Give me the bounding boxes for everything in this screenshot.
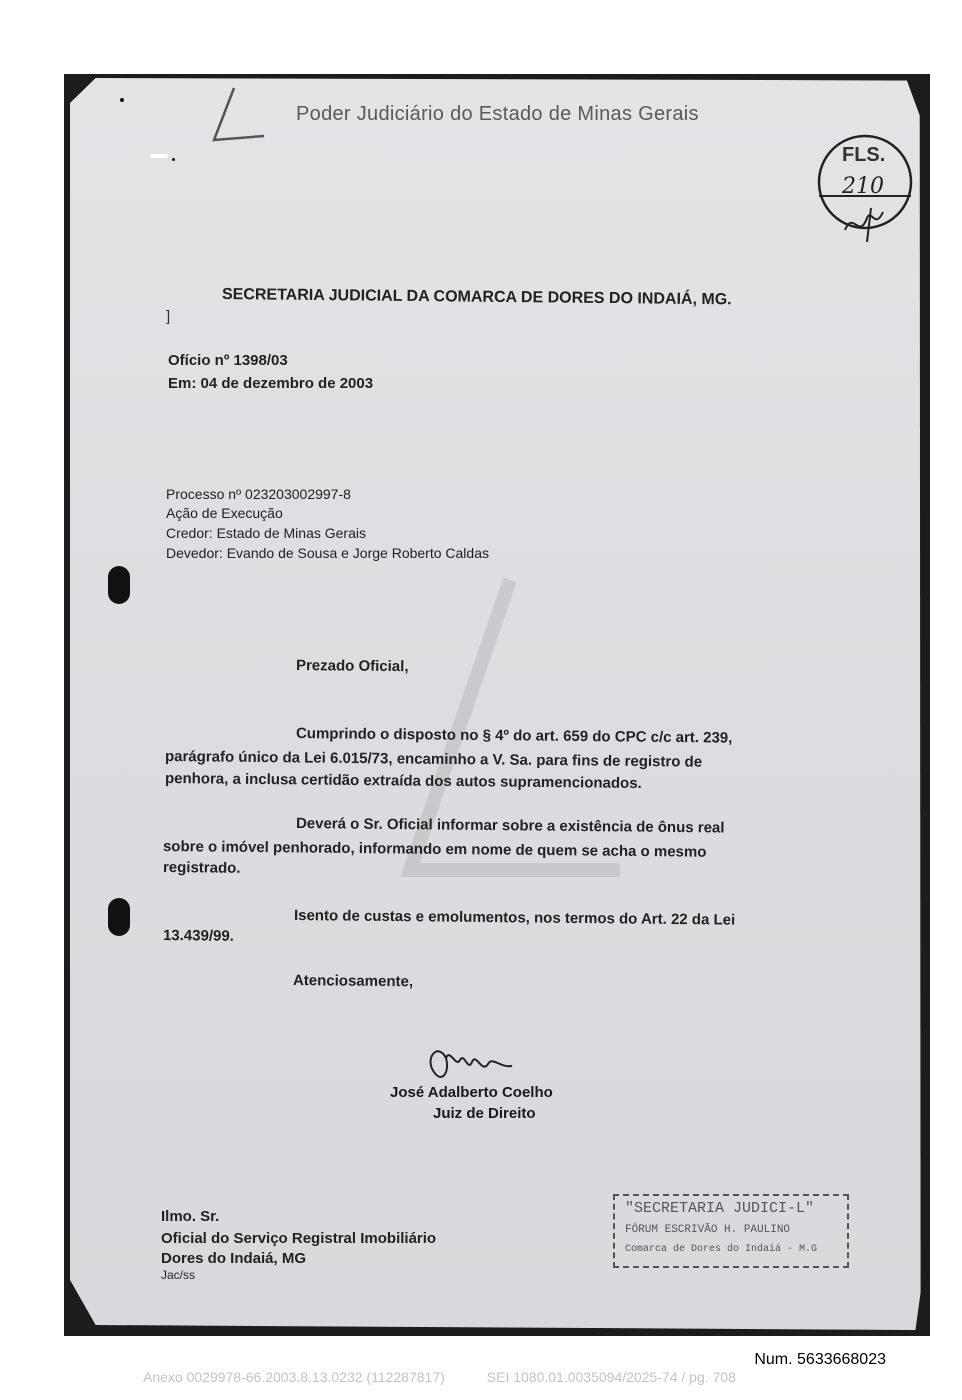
- punch-hole: [108, 566, 130, 604]
- paragraph-2-line: sobre o imóvel penhorado, informando em nome de quem se acha o mesmo: [162, 838, 707, 861]
- recipient-salutation: Ilmo. Sr.: [161, 1208, 220, 1225]
- forum-stamp-line: Comarca de Dores do Indaiá - M.G: [625, 1244, 818, 1255]
- fls-label: FLS.: [842, 144, 886, 166]
- devedor-line: Devedor: Evando de Sousa e Jorge Roberto Caldas: [166, 545, 489, 561]
- paragraph-1-line: Cumprindo o disposto no § 4º do art. 659 do CPC c/c art. 239,: [295, 725, 733, 747]
- secretaria-heading: SECRETARIA JUDICIAL DA COMARCA DE DORES DO INDAIÁ, MG.: [221, 286, 732, 309]
- header-title: Poder Judiciário do Estado de Minas Gerais: [296, 103, 699, 125]
- recipient-city: Dores do Indaiá, MG: [161, 1250, 307, 1267]
- forum-stamp: [613, 1194, 849, 1268]
- acao-line: Ação de Execução: [166, 505, 283, 521]
- scan-speck: [120, 98, 124, 102]
- punch-hole: [108, 898, 130, 936]
- document-number: Num. 5633668023: [754, 1351, 886, 1368]
- greeting: Prezado Oficial,: [295, 657, 409, 676]
- forum-stamp-line: FÓRUM ESCRIVÃO H. PAULINO: [625, 1224, 791, 1236]
- paragraph-1-line: parágrafo único da Lei 6.015/73, encaminho a V. Sa. para fins de registro de: [164, 748, 703, 771]
- footer-line: [143, 1369, 778, 1385]
- judge-title: Juiz de Direito: [433, 1105, 536, 1122]
- footer-anexo: Anexo 0029978-66.2003.8.13.0232 (112287817): [143, 1369, 445, 1385]
- judiciary-logo-icon: [206, 84, 266, 146]
- scan-speck: [150, 154, 168, 158]
- scan-speck: [172, 158, 175, 161]
- closing: Atenciosamente,: [292, 972, 414, 991]
- paragraph-3-line: Isento de custas e emolumentos, nos termos do Art. 22 da Lei: [293, 907, 736, 929]
- judge-name: José Adalberto Coelho: [390, 1084, 553, 1101]
- credor-line: Credor: Estado de Minas Gerais: [166, 525, 366, 541]
- paragraph-1-line: penhora, a inclusa certidão extraída dos autos supramencionados.: [164, 770, 642, 792]
- paragraph-2-line: registrado.: [162, 859, 241, 877]
- paragraph-3-line: 13.439/99.: [162, 927, 234, 945]
- processo-number: Processo nº 023203002997-8: [166, 486, 351, 502]
- recipient-office: Oficial do Serviço Registral Imobiliário: [161, 1230, 437, 1247]
- footer-sei: SEI 1080.01.0035094/2025-74 / pg. 708: [486, 1369, 736, 1385]
- paragraph-2-line: Deverá o Sr. Oficial informar sobre a existência de ônus real: [295, 815, 725, 837]
- oficio-number: Ofício nº 1398/03: [168, 352, 288, 369]
- oficio-date: Em: 04 de dezembro de 2003: [168, 375, 374, 392]
- recipient-initials: Jac/ss: [161, 1268, 196, 1282]
- fls-number: 210: [842, 174, 884, 199]
- forum-stamp-line: "SECRETARIA JUDICI-L": [625, 1200, 815, 1217]
- bracket-mark: ]: [166, 308, 171, 325]
